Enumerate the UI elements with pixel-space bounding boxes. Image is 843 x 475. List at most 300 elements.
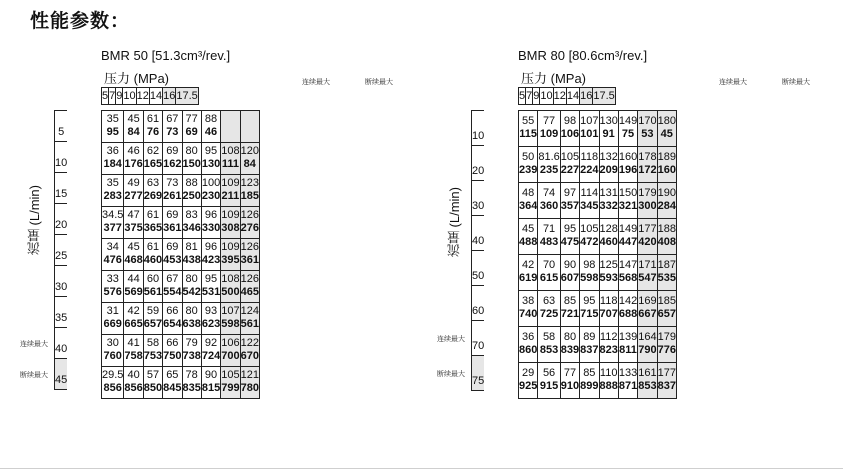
- torque-value: 45: [657, 128, 676, 147]
- speed-value: 100: [201, 175, 220, 191]
- torque-value: 860: [519, 344, 538, 363]
- torque-value: 465: [240, 286, 259, 303]
- torque-value: 111: [221, 158, 240, 175]
- footer-divider: [0, 468, 843, 469]
- speed-value: 77: [538, 111, 560, 129]
- flow-value: 5: [55, 111, 68, 142]
- torque-value: 835: [182, 382, 201, 399]
- torque-value: 598: [221, 318, 240, 335]
- pressure-value: 7: [109, 88, 116, 105]
- speed-value: 169: [638, 291, 657, 309]
- flow-value: 70: [472, 321, 485, 356]
- speed-value: 126: [240, 239, 259, 255]
- speed-value: 107: [580, 111, 599, 129]
- table-row: [102, 111, 260, 127]
- pressure-label: 压力 (MPa): [521, 71, 587, 86]
- torque-value: 460: [143, 254, 162, 271]
- speed-value: 77: [182, 111, 201, 127]
- speed-value: 164: [638, 327, 657, 345]
- torque-value: 447: [618, 236, 637, 255]
- torque-value: 165: [143, 158, 162, 175]
- torque-value: 760: [102, 350, 124, 367]
- speed-value: 179: [638, 183, 657, 201]
- flow-value: 50: [472, 251, 485, 286]
- table-row: [102, 335, 260, 351]
- torque-value: 811: [618, 344, 637, 363]
- torque-value: 500: [221, 286, 240, 303]
- speed-value: 132: [599, 147, 618, 165]
- speed-value: 126: [240, 207, 259, 223]
- flow-axis-label: 流量 (L/min): [27, 185, 42, 256]
- torque-value: 235: [538, 164, 560, 183]
- speed-value: 187: [657, 255, 676, 273]
- flow-value: 10: [472, 111, 485, 146]
- speed-value: 121: [240, 367, 259, 383]
- speed-value: 69: [163, 207, 182, 223]
- torque-value: 915: [538, 380, 560, 399]
- speed-value: 179: [657, 327, 676, 345]
- torque-value: 707: [599, 308, 618, 327]
- speed-value: 171: [638, 255, 657, 273]
- torque-value: 790: [638, 344, 657, 363]
- speed-value: 42: [522, 259, 535, 271]
- torque-value: [221, 126, 240, 143]
- torque-value: 357: [560, 200, 579, 219]
- pressure-value: 16: [580, 88, 593, 105]
- speed-value: 149: [618, 111, 637, 129]
- speed-value: 44: [124, 271, 143, 287]
- model-title: BMR 50 [51.3cm³/rev.]: [101, 48, 231, 63]
- speed-value: 34: [106, 241, 119, 253]
- torque-value: 667: [638, 308, 657, 327]
- table-row: [102, 143, 260, 159]
- torque-value: 160: [657, 164, 676, 183]
- torque-value: 925: [519, 380, 538, 399]
- torque-value: 106: [560, 128, 579, 147]
- pressure-value: 12: [136, 88, 149, 105]
- flow-value: 10: [55, 142, 68, 173]
- torque-value: 209: [599, 164, 618, 183]
- speed-value: 122: [240, 335, 259, 351]
- torque-value: 740: [519, 308, 538, 327]
- torque-value: 488: [519, 236, 538, 255]
- speed-value: 109: [221, 207, 240, 223]
- speed-value: 142: [618, 291, 637, 309]
- speed-value: 57: [143, 367, 162, 383]
- torque-value: 568: [618, 272, 637, 291]
- torque-value: 799: [221, 382, 240, 399]
- continuous-max-header: 连续最大: [302, 79, 330, 86]
- torque-value: 837: [657, 380, 676, 399]
- torque-value: 69: [182, 126, 201, 143]
- table-row: [519, 255, 677, 273]
- pressure-header-row: [101, 87, 199, 105]
- torque-value: 561: [143, 286, 162, 303]
- pressure-label: 压力 (MPa): [104, 71, 170, 86]
- torque-value: 657: [657, 308, 676, 327]
- torque-value: 300: [638, 200, 657, 219]
- table-row: [519, 291, 677, 309]
- speed-value: 126: [240, 271, 259, 287]
- torque-value: 856: [102, 382, 124, 399]
- speed-value: 50: [522, 151, 535, 163]
- intermittent-max-header: 断续最大: [782, 79, 810, 86]
- torque-value: 438: [182, 254, 201, 271]
- torque-value: 569: [124, 286, 143, 303]
- speed-value: 49: [124, 175, 143, 191]
- performance-table: [101, 110, 260, 399]
- speed-value: 31: [106, 305, 119, 317]
- table-row: [102, 190, 260, 207]
- table-row: [519, 344, 677, 363]
- speed-value: 88: [182, 175, 201, 191]
- torque-value: 554: [163, 286, 182, 303]
- speed-value: 150: [618, 183, 637, 201]
- torque-value: 420: [638, 236, 657, 255]
- torque-value: 593: [599, 272, 618, 291]
- table-row: [102, 350, 260, 367]
- pressure-value: 10: [123, 88, 136, 105]
- torque-value: 776: [657, 344, 676, 363]
- torque-value: 561: [240, 318, 259, 335]
- torque-value: 227: [560, 164, 579, 183]
- torque-value: 185: [240, 190, 259, 207]
- flow-value: 25: [55, 235, 68, 266]
- table-row: [102, 175, 260, 191]
- speed-value: 69: [163, 239, 182, 255]
- torque-value: 423: [201, 254, 220, 271]
- torque-value: 758: [124, 350, 143, 367]
- torque-value: 332: [599, 200, 618, 219]
- flow-value: 45: [55, 359, 68, 390]
- pressure-value: 9: [116, 88, 123, 105]
- torque-value: 361: [240, 254, 259, 271]
- torque-value: 321: [618, 200, 637, 219]
- speed-value: 108: [221, 143, 240, 159]
- speed-value: 97: [560, 183, 579, 201]
- pressure-value: 17.5: [593, 88, 615, 105]
- speed-value: 35: [106, 113, 119, 125]
- flow-column: [54, 110, 67, 390]
- table-row: [102, 286, 260, 303]
- torque-value: 364: [519, 200, 538, 219]
- speed-value: 47: [124, 207, 143, 223]
- table-row: [519, 164, 677, 183]
- torque-value: 483: [538, 236, 560, 255]
- speed-value: 80: [560, 327, 579, 345]
- flow-value: 30: [55, 266, 68, 297]
- table-row: [519, 219, 677, 237]
- speed-value: [240, 111, 259, 127]
- speed-value: 67: [163, 271, 182, 287]
- speed-value: 45: [522, 223, 535, 235]
- speed-value: 177: [657, 363, 676, 381]
- torque-value: 346: [182, 222, 201, 239]
- speed-value: 149: [618, 219, 637, 237]
- pressure-value: 5: [102, 88, 109, 105]
- speed-value: 105: [580, 219, 599, 237]
- speed-value: 41: [124, 335, 143, 351]
- speed-value: 63: [538, 291, 560, 309]
- pressure-value: 12: [553, 88, 566, 105]
- flow-value: 75: [472, 356, 485, 391]
- torque-value: 375: [124, 222, 143, 239]
- speed-value: 96: [201, 207, 220, 223]
- speed-value: 33: [106, 273, 119, 285]
- torque-value: 239: [519, 164, 538, 183]
- speed-value: 188: [657, 219, 676, 237]
- speed-value: 161: [638, 363, 657, 381]
- flow-value: 20: [472, 146, 485, 181]
- table-row: [102, 271, 260, 287]
- speed-value: 56: [538, 363, 560, 381]
- speed-value: 98: [580, 255, 599, 273]
- speed-value: 35: [106, 177, 119, 189]
- table-row: [102, 239, 260, 255]
- speed-value: 78: [182, 367, 201, 383]
- performance-table: [518, 110, 677, 399]
- speed-value: 63: [143, 175, 162, 191]
- speed-value: 58: [538, 327, 560, 345]
- pressure-value: 16: [163, 88, 176, 105]
- torque-value: 654: [163, 318, 182, 335]
- table-row: [102, 207, 260, 223]
- speed-value: 29: [522, 367, 535, 379]
- speed-value: 105: [560, 147, 579, 165]
- torque-value: 715: [580, 308, 599, 327]
- torque-value: 888: [599, 380, 618, 399]
- pressure-value: 14: [566, 88, 579, 105]
- speed-value: 67: [163, 111, 182, 127]
- torque-value: 688: [618, 308, 637, 327]
- speed-value: 85: [580, 363, 599, 381]
- torque-value: 823: [599, 344, 618, 363]
- flow-value: 40: [55, 328, 68, 359]
- speed-value: 66: [163, 335, 182, 351]
- speed-value: 189: [657, 147, 676, 165]
- torque-value: 277: [124, 190, 143, 207]
- torque-value: 115: [519, 128, 538, 147]
- torque-value: 211: [221, 190, 240, 207]
- table-row: [102, 382, 260, 399]
- speed-value: 110: [599, 363, 618, 381]
- table-row: [102, 254, 260, 271]
- speed-value: 34.5: [102, 209, 124, 221]
- torque-value: 395: [221, 254, 240, 271]
- torque-value: 871: [618, 380, 637, 399]
- torque-value: 196: [618, 164, 637, 183]
- speed-value: 40: [124, 367, 143, 383]
- speed-value: 90: [201, 367, 220, 383]
- speed-value: 80: [182, 143, 201, 159]
- speed-value: 30: [106, 337, 119, 349]
- speed-value: 79: [182, 335, 201, 351]
- torque-value: 84: [240, 158, 259, 175]
- table-row: [519, 380, 677, 399]
- torque-value: 360: [538, 200, 560, 219]
- table-row: [519, 147, 677, 165]
- table-row: [519, 308, 677, 327]
- speed-value: 128: [599, 219, 618, 237]
- intermittent-max-header: 断续最大: [365, 79, 393, 86]
- torque-value: 109: [538, 128, 560, 147]
- table-row: [519, 183, 677, 201]
- torque-value: 308: [221, 222, 240, 239]
- torque-value: 721: [560, 308, 579, 327]
- speed-value: 42: [124, 303, 143, 319]
- continuous-max-header: 连续最大: [719, 79, 747, 86]
- torque-value: 623: [201, 318, 220, 335]
- speed-value: 130: [599, 111, 618, 129]
- speed-value: 48: [522, 187, 535, 199]
- flow-value: 40: [472, 216, 485, 251]
- torque-value: 150: [182, 158, 201, 175]
- torque-value: 850: [143, 382, 162, 399]
- torque-value: 261: [163, 190, 182, 207]
- table-row: [102, 318, 260, 335]
- torque-value: 899: [580, 380, 599, 399]
- speed-value: 95: [201, 143, 220, 159]
- pressure-value: 10: [540, 88, 553, 105]
- torque-value: 845: [163, 382, 182, 399]
- torque-value: 95: [102, 126, 124, 143]
- torque-value: 176: [124, 158, 143, 175]
- pressure-value: 5: [519, 88, 526, 105]
- torque-value: 476: [102, 254, 124, 271]
- torque-value: 162: [163, 158, 182, 175]
- table-row: [102, 303, 260, 319]
- speed-value: 178: [638, 147, 657, 165]
- torque-value: 535: [657, 272, 676, 291]
- torque-value: 670: [240, 350, 259, 367]
- speed-value: 106: [221, 335, 240, 351]
- speed-value: 120: [240, 143, 259, 159]
- speed-value: 36: [522, 331, 535, 343]
- speed-value: 107: [221, 303, 240, 319]
- flow-value: 15: [55, 173, 68, 204]
- torque-value: 75: [618, 128, 637, 147]
- pressure-value: 14: [149, 88, 162, 105]
- page-title: 性能参数：: [30, 11, 131, 32]
- speed-value: 180: [657, 111, 676, 129]
- torque-value: 283: [102, 190, 124, 207]
- torque-value: 615: [538, 272, 560, 291]
- speed-value: [221, 111, 240, 127]
- torque-value: 724: [201, 350, 220, 367]
- torque-value: 377: [102, 222, 124, 239]
- speed-value: 139: [618, 327, 637, 345]
- torque-value: 619: [519, 272, 538, 291]
- torque-value: 542: [182, 286, 201, 303]
- torque-value: 46: [201, 126, 220, 143]
- speed-value: 190: [657, 183, 676, 201]
- table-row: [519, 236, 677, 255]
- speed-value: 124: [240, 303, 259, 319]
- torque-value: 700: [221, 350, 240, 367]
- speed-value: 61: [143, 111, 162, 127]
- intermittent-max-side-label: 断续最大: [20, 371, 48, 379]
- torque-value: 837: [580, 344, 599, 363]
- torque-value: 657: [143, 318, 162, 335]
- torque-value: 361: [163, 222, 182, 239]
- torque-value: 73: [163, 126, 182, 143]
- flow-axis-label: 流量 (L/min): [447, 187, 462, 258]
- table-row: [102, 158, 260, 175]
- speed-value: 160: [618, 147, 637, 165]
- table-row: [519, 363, 677, 381]
- speed-value: 108: [221, 271, 240, 287]
- torque-value: 839: [560, 344, 579, 363]
- speed-value: 185: [657, 291, 676, 309]
- torque-value: 345: [580, 200, 599, 219]
- speed-value: 74: [538, 183, 560, 201]
- torque-value: 472: [580, 236, 599, 255]
- table-row: [102, 222, 260, 239]
- torque-value: 130: [201, 158, 220, 175]
- model-title: BMR 80 [80.6cm³/rev.]: [518, 48, 648, 63]
- speed-value: 69: [163, 143, 182, 159]
- flow-value: 60: [472, 286, 485, 321]
- torque-value: 856: [124, 382, 143, 399]
- speed-value: 95: [560, 219, 579, 237]
- table-row: [519, 128, 677, 147]
- pressure-value: 9: [533, 88, 540, 105]
- speed-value: 131: [599, 183, 618, 201]
- torque-value: 607: [560, 272, 579, 291]
- speed-value: 95: [580, 291, 599, 309]
- table-row: [519, 327, 677, 345]
- torque-value: 84: [124, 126, 143, 143]
- torque-value: 815: [201, 382, 220, 399]
- speed-value: 55: [522, 115, 535, 127]
- torque-value: 184: [102, 158, 124, 175]
- speed-value: 105: [221, 367, 240, 383]
- speed-value: 93: [201, 303, 220, 319]
- torque-value: 76: [143, 126, 162, 143]
- speed-value: 66: [163, 303, 182, 319]
- speed-value: 45: [124, 111, 143, 127]
- speed-value: 118: [599, 291, 618, 309]
- torque-value: 753: [143, 350, 162, 367]
- speed-value: 170: [638, 111, 657, 129]
- torque-value: 468: [124, 254, 143, 271]
- torque-value: 669: [102, 318, 124, 335]
- torque-value: 547: [638, 272, 657, 291]
- flow-value: 20: [55, 204, 68, 235]
- speed-value: 80: [182, 303, 201, 319]
- flow-value: 30: [472, 181, 485, 216]
- speed-value: 61: [143, 207, 162, 223]
- intermittent-max-side-label: 断续最大: [437, 370, 465, 378]
- speed-value: 90: [560, 255, 579, 273]
- torque-value: 910: [560, 380, 579, 399]
- torque-value: 408: [657, 236, 676, 255]
- speed-value: 133: [618, 363, 637, 381]
- speed-value: 77: [560, 363, 579, 381]
- table-row: [102, 367, 260, 383]
- table-row: [102, 126, 260, 143]
- pressure-value: 17.5: [176, 88, 198, 105]
- speed-value: 147: [618, 255, 637, 273]
- speed-value: 65: [163, 367, 182, 383]
- torque-value: 853: [538, 344, 560, 363]
- speed-value: 61: [143, 239, 162, 255]
- torque-value: [240, 126, 259, 143]
- speed-value: 125: [599, 255, 618, 273]
- table-row: [519, 272, 677, 291]
- flow-column: [471, 110, 484, 391]
- continuous-max-side-label: 连续最大: [437, 335, 465, 343]
